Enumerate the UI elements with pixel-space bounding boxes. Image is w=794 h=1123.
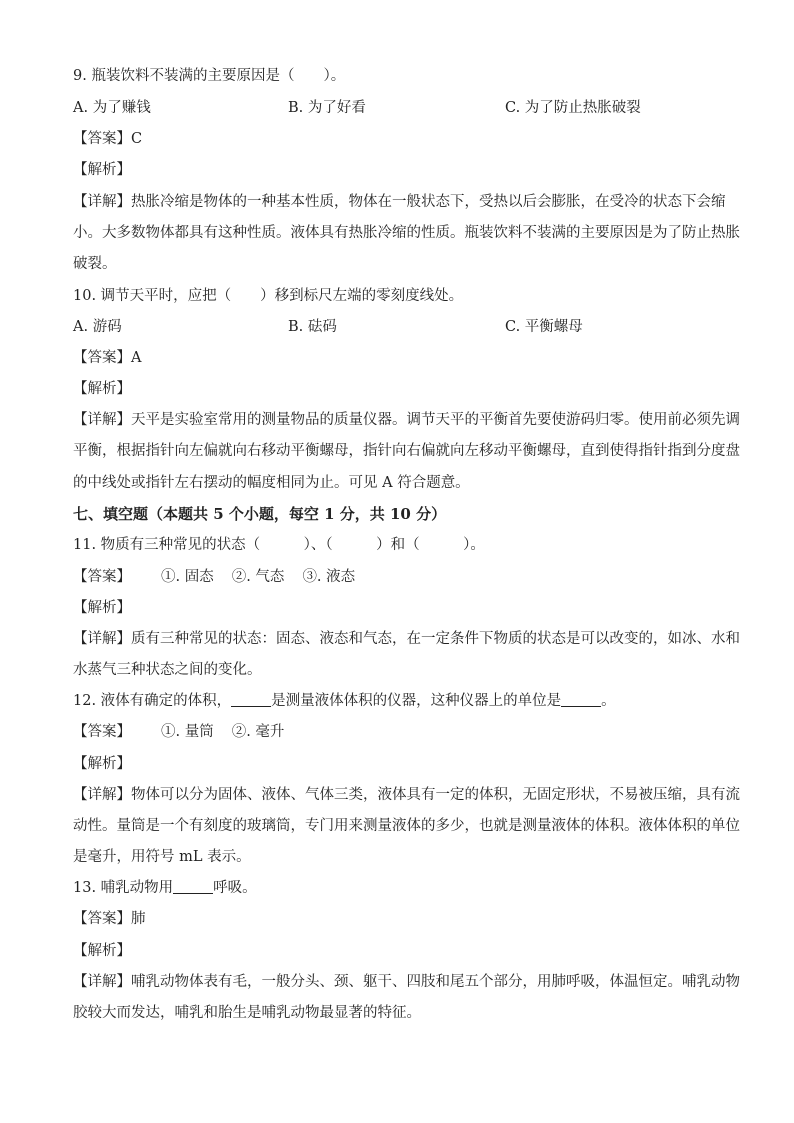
q10-detail-1: 【详解】天平是实验室常用的测量物品的质量仪器。调节天平的平衡首先要使游码归零。使用前必须先调 (73, 412, 740, 428)
q13-detail-1: 【详解】哺乳动物体表有毛，一般分头、颈、躯干、四肢和尾五个部分，用肺呼吸，体温恒定。哺乳动物 (73, 974, 740, 990)
answer-value: A (131, 350, 142, 366)
q9-stem: 9. 瓶装饮料不装满的主要原因是（ ）。 (73, 68, 346, 84)
q12-stem-part-3: 。 (601, 693, 616, 709)
answer-blank (561, 692, 601, 707)
q10-option-c: C. 平衡螺母 (505, 319, 583, 335)
answer-value: 肺 (131, 911, 146, 927)
q10-detail-3: 的中线处或指针左右摆动的幅度相同为止。可见 A 符合题意。 (73, 475, 470, 491)
answer-value-3: ③. 液态 (302, 569, 356, 585)
q13-detail-2: 胶较大而发达，哺乳和胎生是哺乳动物最显著的特征。 (73, 1005, 421, 1021)
answer-value-2: ②. 气态 (231, 569, 285, 585)
q10-detail-2: 平衡，根据指针向左偏就向右移动平衡螺母，指针向右偏就向左移动平衡螺母，直到使得指针指到分度盘 (73, 443, 740, 459)
q10-stem: 10. 调节天平时，应把（ ）移到标尺左端的零刻度线处。 (73, 288, 464, 304)
q12-stem-part-1: 12. 液体有确定的体积， (73, 693, 232, 709)
q13-stem-part-1: 13. 哺乳动物用 (73, 880, 174, 896)
q12-stem-part-2: 是测量液体体积的仪器，这种仪器上的单位是 (271, 693, 562, 709)
q10-option-b: B. 砝码 (288, 319, 337, 335)
q13-stem (73, 878, 723, 898)
q9-detail-3: 破裂。 (73, 256, 117, 272)
q12-analysis: 【解析】 (73, 756, 131, 772)
answer-blank (231, 692, 271, 707)
answer-label: 【答案】 (73, 131, 131, 147)
answer-value-1: ①. 固态 (161, 569, 214, 585)
answer-label: 【答案】 (73, 911, 131, 927)
answer-value-1: ①. 量筒 (161, 724, 214, 740)
q9-option-a: A. 为了赚钱 (73, 100, 151, 116)
q10-analysis: 【解析】 (73, 381, 131, 397)
answer-value: C (131, 131, 143, 147)
q9-option-b: B. 为了好看 (288, 100, 366, 116)
q10-option-a: A. 游码 (73, 319, 122, 335)
q13-answer (73, 909, 723, 929)
q9-detail-1: 【详解】热胀冷缩是物体的一种基本性质，物体在一般状态下，受热以后会膨胀，在受冷的状态下会缩 (73, 194, 726, 210)
q9-detail-2: 小。大多数物体都具有这种性质。液体具有热胀冷缩的性质。瓶装饮料不装满的主要原因是为了防止热胀 (73, 225, 740, 241)
q12-answer (73, 722, 723, 742)
section-heading: 七、填空题（本题共 5 个小题，每空 1 分，共 10 分） (73, 505, 447, 523)
q11-detail-1: 【详解】质有三种常见的状态：固态、液态和气态，在一定条件下物质的状态是可以改变的，如冰、水和 (73, 631, 740, 647)
q12-detail-2: 动性。量筒是一个有刻度的玻璃筒，专门用来测量液体的多少，也就是测量液体的体积。液体体积的单位 (73, 818, 740, 834)
q12-detail-3: 是毫升，用符号 mL 表示。 (73, 849, 251, 865)
answer-value-2: ②. 毫升 (231, 724, 285, 740)
answer-blank (173, 879, 213, 894)
q12-detail-1: 【详解】物体可以分为固体、液体、气体三类，液体具有一定的体积，无固定形状，不易被压缩，具有流 (73, 787, 740, 803)
q11-answer (73, 567, 723, 587)
answer-label: 【答案】 (73, 724, 131, 740)
q13-analysis: 【解析】 (73, 943, 131, 959)
answer-label: 【答案】 (73, 569, 131, 585)
q12-stem (73, 691, 723, 711)
q9-answer (73, 129, 723, 149)
q9-option-c: C. 为了防止热胀破裂 (505, 100, 641, 116)
answer-label: 【答案】 (73, 350, 131, 366)
q13-stem-part-2: 呼吸。 (213, 880, 257, 896)
q9-analysis: 【解析】 (73, 162, 131, 178)
q11-stem: 11. 物质有三种常见的状态（ ）、（ ）和（ ）。 (73, 537, 485, 553)
q11-analysis: 【解析】 (73, 600, 131, 616)
q10-answer (73, 348, 723, 368)
q11-detail-2: 水蒸气三种状态之间的变化。 (73, 662, 262, 678)
